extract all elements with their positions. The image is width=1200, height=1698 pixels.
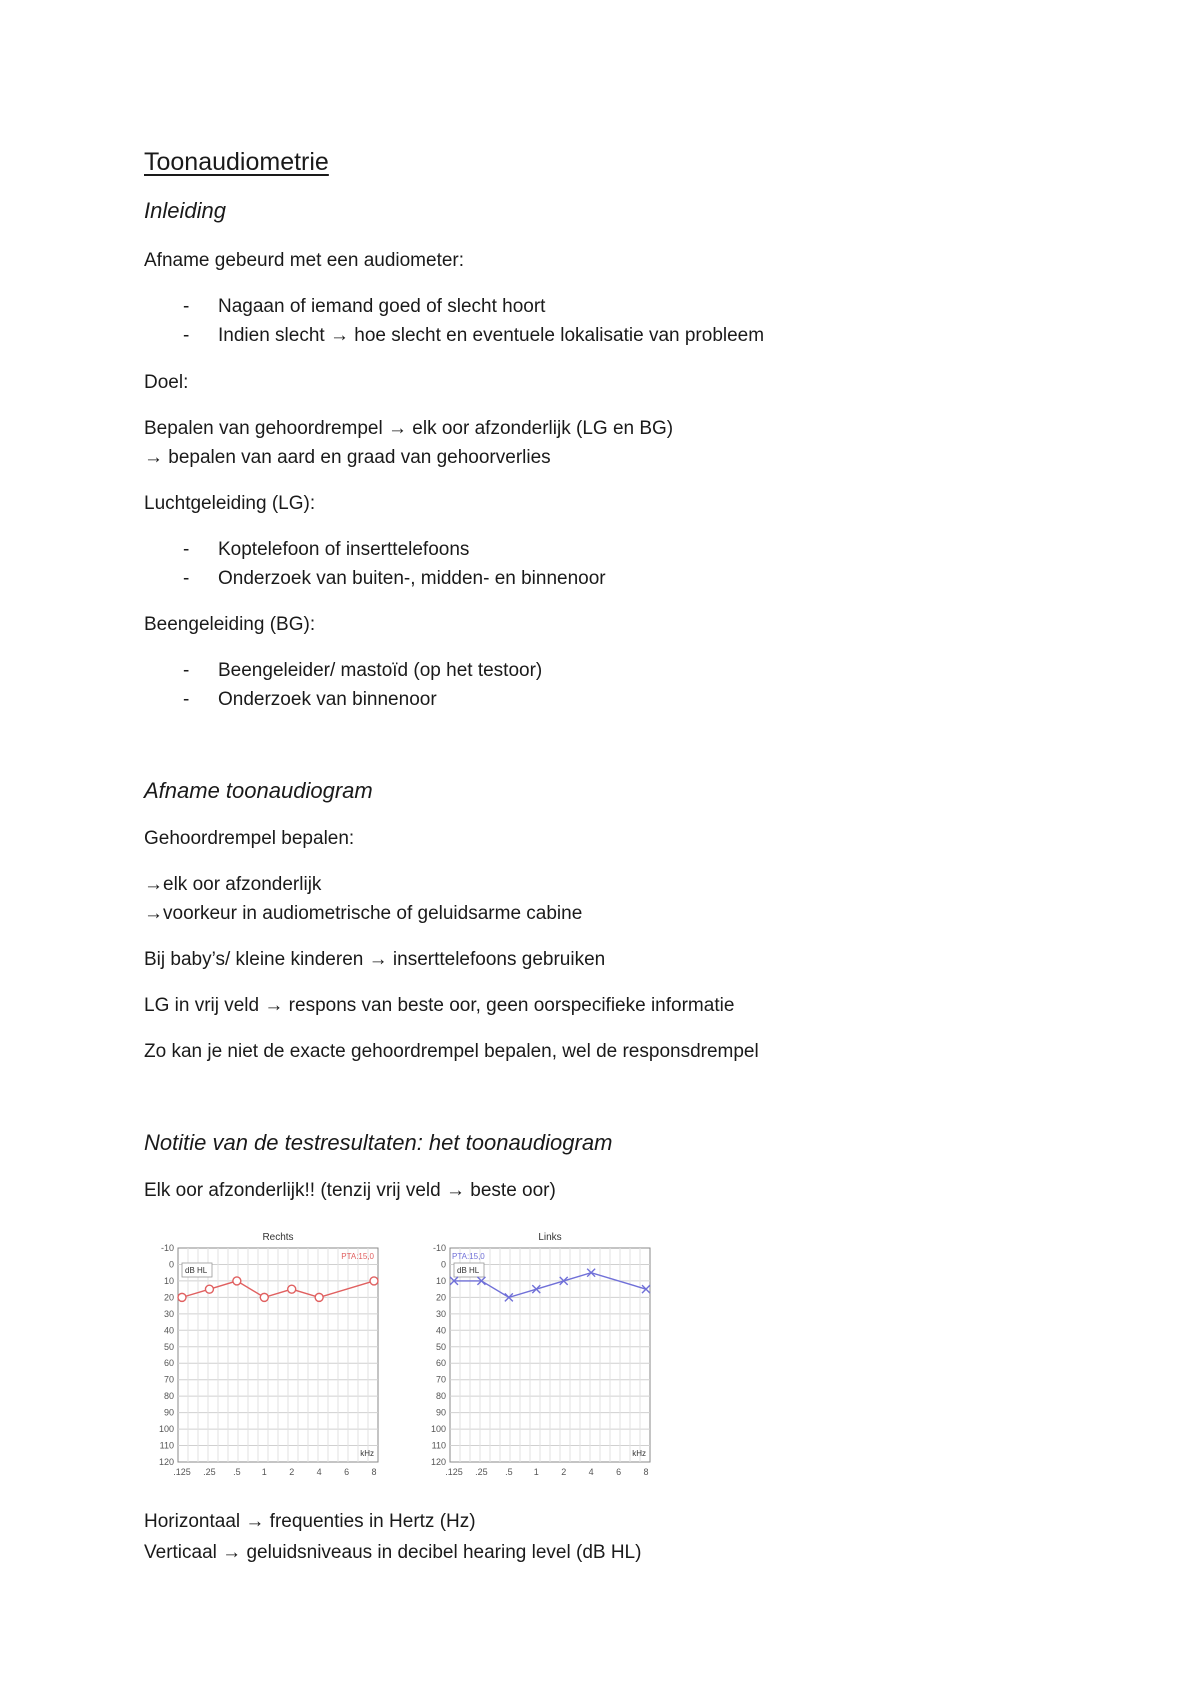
x-axis-unit: kHz xyxy=(360,1449,374,1458)
x-tick-label: .125 xyxy=(173,1467,191,1477)
y-tick-label: 0 xyxy=(440,1259,446,1270)
doel-line-2 xyxy=(144,447,551,469)
x-tick-label: 4 xyxy=(316,1467,322,1477)
y-tick-label: 120 xyxy=(158,1457,174,1467)
arrow-right-icon: → xyxy=(446,1180,465,1201)
text-part: bepalen van aard en graad van gehoorverlies xyxy=(168,447,551,468)
arrow-right-icon: → xyxy=(329,325,349,346)
y-tick-label: 10 xyxy=(163,1275,174,1286)
text-part: Horizontaal xyxy=(144,1511,241,1532)
y-tick-label: 20 xyxy=(163,1292,174,1303)
list-item-part: hoe slecht en eventuele lokalisatie van probleem xyxy=(354,325,765,346)
bullet-dash: - xyxy=(183,325,190,346)
list-item: Koptelefoon of inserttelefoons xyxy=(218,539,470,560)
list-item: Beengeleider/ mastoïd (op het testoor) xyxy=(218,660,543,681)
y-tick-label: 120 xyxy=(430,1457,446,1467)
x-tick-label: 1 xyxy=(533,1467,539,1477)
bg-label: Beengeleiding (BG): xyxy=(144,614,316,635)
bullet-dash: - xyxy=(183,296,190,317)
text-part: beste oor) xyxy=(470,1180,556,1201)
arrow-item xyxy=(144,874,321,896)
x-tick-label: 6 xyxy=(616,1467,622,1477)
x-tick-label: .125 xyxy=(445,1467,463,1477)
baby-line xyxy=(144,949,605,971)
data-point-circle xyxy=(205,1285,213,1293)
vrij-veld-line xyxy=(144,995,734,1017)
arrow-right-icon: → xyxy=(388,418,408,439)
text-part: Verticaal xyxy=(144,1542,217,1563)
y-tick-label: 70 xyxy=(163,1374,174,1385)
y-tick-label: 80 xyxy=(163,1391,174,1402)
y-tick-label: 50 xyxy=(163,1341,174,1352)
y-tick-label: 70 xyxy=(435,1374,446,1385)
list-item xyxy=(218,325,764,347)
section-heading-inleiding: Inleiding xyxy=(144,198,226,223)
text-part: inserttelefoons gebruiken xyxy=(392,949,606,970)
horizontaal-line xyxy=(144,1511,476,1533)
notitie-line xyxy=(144,1180,556,1202)
x-tick-label: 6 xyxy=(344,1467,350,1477)
audiogram-rechts xyxy=(148,1228,388,1482)
y-tick-label: 20 xyxy=(435,1292,446,1303)
chart-title: Links xyxy=(538,1232,562,1243)
y-tick-label: 100 xyxy=(158,1424,174,1435)
text-part: Bepalen van gehoordrempel xyxy=(144,418,383,439)
text-part: voorkeur in audiometrische of geluidsarme cabine xyxy=(163,903,583,924)
x-axis-unit: kHz xyxy=(632,1449,646,1458)
y-tick-label: 30 xyxy=(435,1308,446,1319)
x-tick-label: 1 xyxy=(261,1467,267,1477)
pta-label: PTA:15,0 xyxy=(452,1252,485,1261)
arrow-right-icon: → xyxy=(144,874,163,895)
data-point-circle xyxy=(370,1277,378,1285)
y-tick-label: 50 xyxy=(435,1341,446,1352)
chart-title: Rechts xyxy=(262,1232,294,1243)
zo-line: Zo kan je niet de exacte gehoordrempel bepalen, wel de responsdrempel xyxy=(144,1041,759,1062)
arrow-right-icon: → xyxy=(222,1542,242,1563)
y-tick-label: 90 xyxy=(435,1407,446,1418)
y-tick-label: 100 xyxy=(430,1424,446,1435)
text-part: elk oor afzonderlijk xyxy=(163,874,322,895)
bullet-dash: - xyxy=(183,689,190,710)
data-point-circle xyxy=(260,1293,268,1301)
x-tick-label: 2 xyxy=(289,1467,295,1477)
y-axis-label: dB HL xyxy=(185,1266,208,1275)
pta-label: PTA:15,0 xyxy=(341,1252,374,1261)
y-tick-label: 90 xyxy=(163,1407,174,1418)
verticaal-line xyxy=(144,1542,641,1564)
section-heading-afname: Afname toonaudiogram xyxy=(144,778,373,803)
arrow-right-icon: → xyxy=(144,447,163,468)
list-item-part: Indien slecht xyxy=(218,325,325,346)
y-tick-label: 80 xyxy=(435,1391,446,1402)
section-heading-notitie: Notitie van de testresultaten: het toonaudiogram xyxy=(144,1130,613,1155)
text-part: elk oor afzonderlijk (LG en BG) xyxy=(412,418,674,439)
y-tick-label: -10 xyxy=(432,1243,446,1253)
x-tick-label: 8 xyxy=(643,1467,649,1477)
doel-label: Doel: xyxy=(144,372,189,393)
data-point-circle xyxy=(315,1293,323,1301)
lg-label: Luchtgeleiding (LG): xyxy=(144,493,316,514)
afname-label: Gehoordrempel bepalen: xyxy=(144,828,355,849)
x-tick-label: 4 xyxy=(588,1467,594,1477)
y-tick-label: 110 xyxy=(159,1440,174,1451)
y-tick-label: 60 xyxy=(163,1358,174,1369)
x-tick-label: .25 xyxy=(475,1467,488,1477)
x-tick-label: .5 xyxy=(505,1467,513,1477)
text-part: Elk oor afzonderlijk!! (tenzij vrij veld xyxy=(144,1180,441,1201)
text-part: respons van beste oor, geen oorspecifieke informatie xyxy=(288,995,735,1016)
data-point-circle xyxy=(288,1285,296,1293)
list-item: Onderzoek van binnenoor xyxy=(218,689,437,710)
audiogram-links xyxy=(420,1228,660,1482)
arrow-item xyxy=(144,903,582,925)
y-tick-label: 10 xyxy=(435,1275,446,1286)
list-item: Onderzoek van buiten-, midden- en binnenoor xyxy=(218,568,606,589)
y-tick-label: -10 xyxy=(160,1243,174,1253)
y-tick-label: 110 xyxy=(431,1440,446,1451)
bullet-dash: - xyxy=(183,539,190,560)
x-tick-label: 8 xyxy=(371,1467,377,1477)
arrow-right-icon: → xyxy=(368,949,388,970)
arrow-right-icon: → xyxy=(264,995,284,1016)
inleiding-intro: Afname gebeurd met een audiometer: xyxy=(144,250,465,271)
x-tick-label: 2 xyxy=(561,1467,567,1477)
text-part: frequenties in Hertz (Hz) xyxy=(269,1511,476,1532)
bullet-dash: - xyxy=(183,568,190,589)
y-tick-label: 30 xyxy=(163,1308,174,1319)
list-item: Nagaan of iemand goed of slecht hoort xyxy=(218,296,546,317)
arrow-right-icon: → xyxy=(144,903,163,924)
y-axis-label: dB HL xyxy=(457,1266,480,1275)
text-part: LG in vrij veld xyxy=(144,995,260,1016)
audiogram-links-svg xyxy=(420,1228,660,1482)
data-point-circle xyxy=(178,1293,186,1301)
y-tick-label: 40 xyxy=(435,1325,446,1336)
x-tick-label: .5 xyxy=(233,1467,241,1477)
page-title: Toonaudiometrie xyxy=(144,148,329,176)
text-part: Bij baby’s/ kleine kinderen xyxy=(144,949,364,970)
y-tick-label: 0 xyxy=(168,1259,174,1270)
arrow-right-icon: → xyxy=(245,1511,265,1532)
x-tick-label: .25 xyxy=(203,1467,216,1477)
data-point-circle xyxy=(233,1277,241,1285)
y-tick-label: 40 xyxy=(163,1325,174,1336)
doel-line-1 xyxy=(144,418,673,440)
audiogram-rechts-svg xyxy=(148,1228,388,1482)
bullet-dash: - xyxy=(183,660,190,681)
text-part: geluidsniveaus in decibel hearing level (dB HL) xyxy=(246,1542,642,1563)
y-tick-label: 60 xyxy=(435,1358,446,1369)
